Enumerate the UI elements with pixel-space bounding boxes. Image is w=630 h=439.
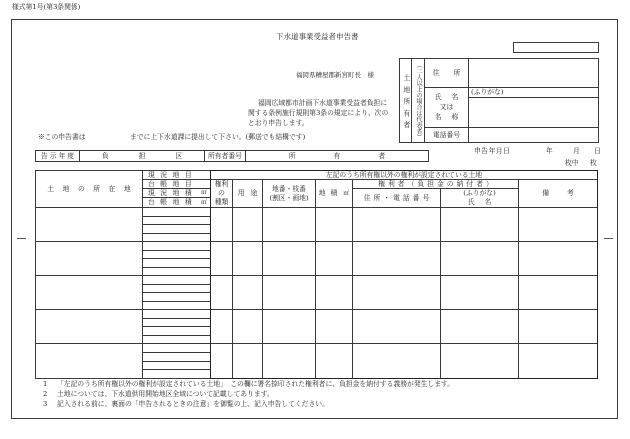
filing-date-month: 月: [573, 147, 580, 155]
phone-label-cell: [424, 127, 469, 143]
area-cell: [315, 207, 353, 242]
remarks-cell: [518, 343, 598, 379]
holder-name-header: [440, 188, 519, 208]
corporate-name-label: 名称: [434, 112, 469, 121]
note-text-2: 土地については、下水道供用開始地区全域について記載してあります。: [57, 390, 274, 398]
right-margin-mark: [604, 238, 613, 239]
holder-furigana-label: (ふりがな): [463, 189, 496, 198]
right-type-cell: [210, 343, 233, 379]
lot-number-cell: [262, 275, 316, 310]
location-cell: [35, 309, 143, 344]
left-margin-mark: [17, 238, 26, 239]
location-cell: [35, 275, 143, 310]
address-value-cell: [468, 58, 599, 88]
sheet-count-of: 枚中: [565, 159, 579, 167]
filing-date-year: 年: [546, 147, 553, 155]
remarks-cell: [518, 241, 598, 276]
form-number: 様式第1号(第3条関係): [12, 3, 81, 11]
remarks-cell: [518, 275, 598, 310]
holder-address-cell: [352, 241, 441, 276]
other-rights-group-title: 左記のうち所有権以外の権利が設定されている土地: [325, 170, 483, 179]
name-or-label: 又は: [439, 103, 454, 112]
holder-address-cell: [352, 343, 441, 379]
burden-district-header: [79, 150, 213, 162]
holder-name-cell: [440, 241, 519, 276]
applicant-role-note: （二人以上の場合は代表者）: [415, 61, 422, 140]
area-unit: ㎡: [343, 189, 350, 197]
owner-number-header: [204, 150, 246, 162]
holder-name-cell: [440, 207, 519, 242]
right-type-label-3: 種類: [214, 197, 229, 206]
right-type-header: [210, 179, 233, 208]
right-type-cell: [210, 241, 233, 276]
name-label: 氏名: [434, 93, 469, 102]
remarks-header: [518, 179, 598, 208]
right-type-label-2: の: [218, 189, 225, 198]
remarks-cell: [518, 309, 598, 344]
note-number-1: 1: [43, 380, 48, 388]
current-area-unit: ㎡: [200, 189, 207, 196]
use-cell: [232, 207, 263, 242]
holder-label: 権利者（負担金の納付者）: [378, 179, 496, 188]
use-label: 用途: [237, 189, 264, 198]
use-header: [232, 179, 263, 208]
name-value-cell: [468, 97, 599, 128]
note-number-2: 2: [43, 390, 48, 398]
form-title: 下水道事業受益者申告書: [276, 32, 359, 41]
sheet-count-unit: 枚: [590, 159, 597, 167]
registered-area-cell: [142, 369, 211, 379]
blank-box: [513, 42, 599, 53]
right-type-cell: [210, 207, 233, 242]
address-label-cell: [424, 58, 475, 88]
location-header-label: 土地の所在地: [47, 184, 140, 193]
furigana-label: (ふりがな): [471, 88, 504, 97]
use-cell: [232, 343, 263, 379]
right-type-label-1: 権利: [214, 180, 229, 189]
note-text-3: 記入される前に、裏面の「申告されるときの注意」を御覧の上、記入申告してください。: [57, 400, 329, 408]
location-cell: [35, 207, 143, 242]
addressee: 福岡県糟屋郡新宮町長 様: [296, 71, 374, 79]
registered-area-unit: ㎡: [200, 198, 207, 206]
use-cell: [232, 241, 263, 276]
owner-header: [245, 150, 429, 162]
lot-number-header: [262, 179, 316, 208]
current-category-label: 現況地目: [148, 170, 198, 179]
burden-district-label: 負担区: [101, 151, 213, 160]
right-type-cell: [210, 309, 233, 344]
area-header: [315, 179, 353, 208]
holder-name-cell: [440, 343, 519, 379]
name-label-cell: [424, 87, 469, 128]
use-cell: [232, 275, 263, 310]
owner-label: 所有者: [288, 151, 424, 160]
use-cell: [232, 309, 263, 344]
holder-address-cell: [352, 275, 441, 310]
holder-name-cell: [440, 309, 519, 344]
lot-number-label: 地番・枝番: [272, 184, 306, 193]
holder-name-cell: [440, 275, 519, 310]
statement-line-2: 関する条例施行規則第3条の規定により、次の: [248, 109, 389, 117]
lot-number-cell: [262, 241, 316, 276]
holder-name-label: 氏名: [467, 198, 502, 206]
current-area-label: 現況地積: [148, 188, 198, 197]
location-header: [35, 170, 143, 208]
notice-year-label: 告示年度: [40, 151, 77, 160]
statement-line-1: 福岡広域都市計画下水道事業受益者負担に: [258, 99, 388, 107]
filing-date-label: 申告年月日: [474, 147, 511, 155]
filing-date-day: 日: [594, 147, 601, 155]
area-cell: [315, 275, 353, 310]
lot-number-cell: [262, 207, 316, 242]
phone-label: 電話番号: [432, 130, 461, 139]
remarks-label: 備考: [542, 189, 592, 198]
lot-number-cell: [262, 343, 316, 379]
holder-address-cell: [352, 207, 441, 242]
area-label: 地積: [318, 189, 343, 198]
holder-address-cell: [352, 309, 441, 344]
deadline-note-suffix: までに上下水道課に提出して下さい。(郵送でも結構です): [130, 133, 306, 141]
holder-address-label: 住所・電話番号: [363, 193, 433, 202]
deadline-note-prefix: ※この申告書は: [38, 133, 86, 141]
lot-subdivision-label: (割区・画地): [269, 193, 309, 202]
statement-line-3: とおり申告します。: [248, 119, 309, 127]
note-number-3: 3: [43, 400, 48, 408]
phone-value-cell: [468, 127, 599, 143]
area-cell: [315, 309, 353, 344]
area-cell: [315, 343, 353, 379]
location-cell: [35, 241, 143, 276]
lot-number-cell: [262, 309, 316, 344]
location-cell: [35, 343, 143, 379]
note-text-1: 「左記のうち所有権以外の権利が設定されている土地」 この欄に署名捺印された権利者に、負担金を納付する義務が発生します。: [57, 380, 455, 388]
owner-number-label: 所有者番号: [208, 151, 242, 160]
holder-address-header: [352, 188, 441, 208]
registered-area-label: 台帳地積: [148, 198, 198, 207]
registered-category-label: 台帳地目: [148, 179, 198, 188]
address-label: 住所: [432, 68, 475, 77]
right-type-cell: [210, 275, 233, 310]
applicant-role-label: 土地所有者: [401, 73, 410, 133]
remarks-cell: [518, 207, 598, 242]
area-cell: [315, 241, 353, 276]
